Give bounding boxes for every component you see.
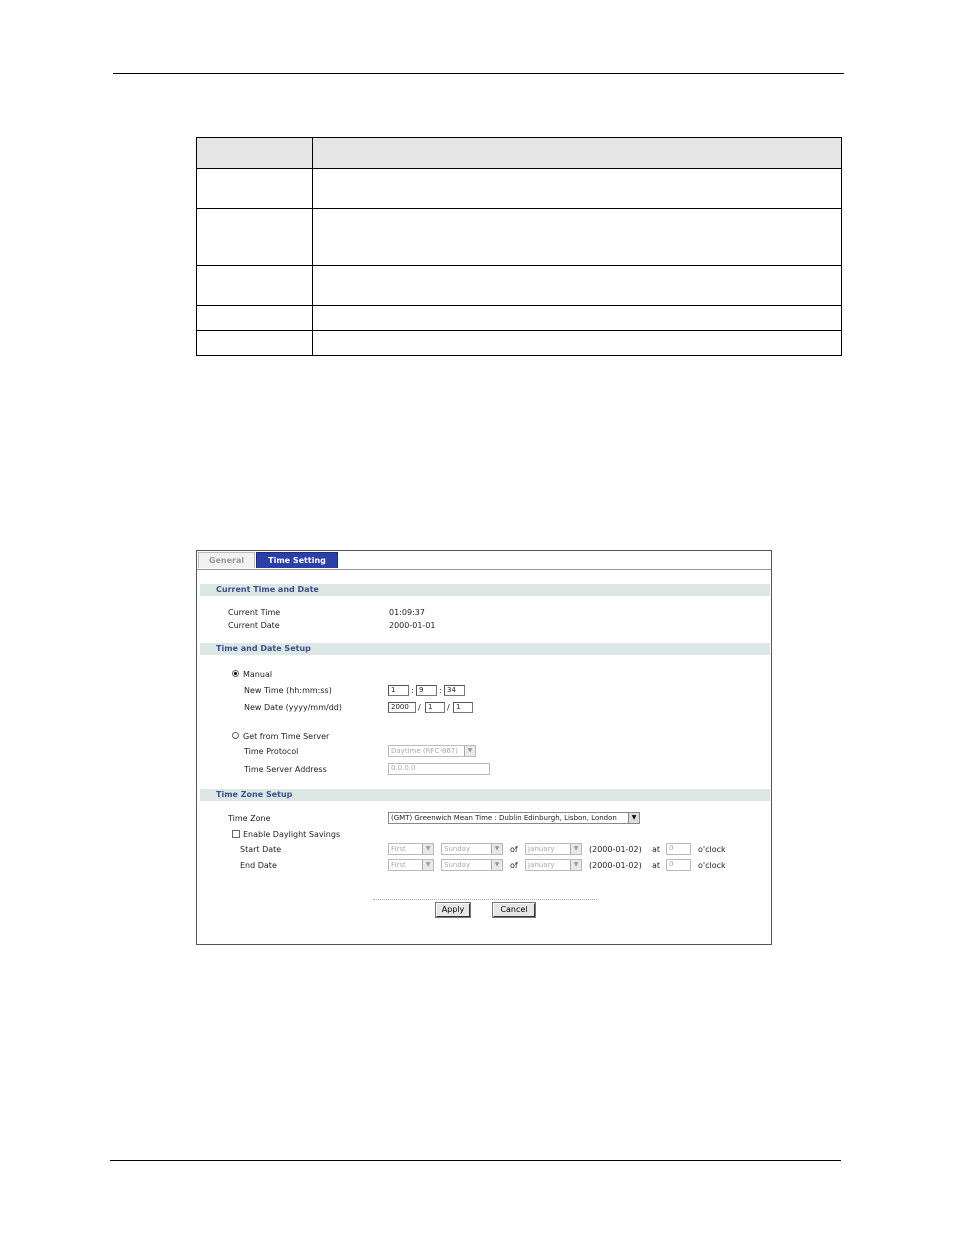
section-current-time: Current Time and Date [200, 584, 770, 596]
current-time-label: Current Time [228, 608, 281, 617]
start-weekday-value: Sunday [444, 845, 471, 853]
section-time-date-setup: Time and Date Setup [200, 643, 770, 655]
time-protocol-value: Daytime (RFC-867) [391, 747, 458, 755]
chevron-down-icon: ▼ [570, 844, 581, 854]
end-at-text: at [652, 861, 661, 870]
tab-general[interactable]: General [198, 552, 255, 568]
end-date-label: End Date [240, 861, 277, 870]
end-hour-input[interactable]: 0 [666, 859, 691, 871]
manual-label: Manual [243, 670, 273, 679]
start-week-select[interactable] [388, 843, 434, 855]
table-row [197, 209, 842, 266]
chevron-down-icon: ▼ [491, 844, 502, 854]
time-zone-label: Time Zone [228, 814, 271, 823]
chevron-down-icon: ▼ [491, 860, 502, 870]
time-protocol-select[interactable] [388, 745, 476, 757]
table-header-row [197, 138, 842, 169]
end-month-select[interactable] [525, 859, 582, 871]
header-rule [113, 73, 844, 74]
current-date-label: Current Date [228, 621, 280, 630]
time-server-radio[interactable] [232, 732, 239, 739]
start-date-label: Start Date [240, 845, 282, 854]
hour-input[interactable]: 1 [388, 685, 409, 696]
time-separator: : [439, 686, 442, 695]
end-oclock-text: o'clock [698, 861, 726, 870]
tab-bar [197, 551, 771, 570]
chevron-down-icon: ▼ [570, 860, 581, 870]
year-input[interactable]: 2000 [388, 702, 416, 713]
date-separator: / [447, 703, 450, 712]
start-month-value: January [528, 845, 555, 853]
start-weekday-select[interactable] [441, 843, 503, 855]
start-month-select[interactable] [525, 843, 582, 855]
end-of-text: of [510, 861, 518, 870]
table-row [197, 169, 842, 209]
end-weekday-value: Sunday [444, 861, 471, 869]
section-time-zone-setup: Time Zone Setup [200, 789, 770, 801]
time-server-label: Get from Time Server [243, 732, 330, 741]
table-row [197, 331, 842, 356]
chevron-down-icon: ▼ [422, 860, 433, 870]
table-row [197, 306, 842, 331]
month-input[interactable]: 1 [425, 702, 445, 713]
end-month-value: January [528, 861, 555, 869]
time-zone-select[interactable] [388, 812, 640, 824]
end-weekday-select[interactable] [441, 859, 503, 871]
chevron-down-icon: ▼ [464, 746, 475, 756]
table-row [197, 266, 842, 306]
daylight-savings-label: Enable Daylight Savings [243, 830, 341, 839]
tab-time-setting[interactable]: Time Setting [256, 552, 338, 568]
chevron-down-icon: ▼ [628, 813, 639, 823]
day-input[interactable]: 1 [453, 702, 473, 713]
new-time-label: New Time (hh:mm:ss) [244, 686, 332, 695]
daylight-savings-checkbox[interactable] [232, 830, 240, 838]
end-week-value: First [391, 861, 406, 869]
apply-button[interactable]: Apply [436, 903, 470, 917]
time-server-address-input[interactable]: 0.0.0.0 [388, 763, 490, 775]
button-divider [373, 899, 597, 900]
time-setting-screen [196, 550, 772, 945]
cancel-button[interactable]: Cancel [493, 903, 535, 917]
start-range-text: (2000-01-02) [589, 845, 642, 854]
start-week-value: First [391, 845, 406, 853]
time-zone-value: (GMT) Greenwich Mean Time : Dublin Edinburgh, Lisbon, London [391, 814, 617, 822]
time-server-address-label: Time Server Address [244, 765, 327, 774]
start-hour-input[interactable]: 0 [666, 843, 691, 855]
footer-rule [110, 1160, 841, 1161]
end-week-select[interactable] [388, 859, 434, 871]
minute-input[interactable]: 9 [416, 685, 437, 696]
end-range-text: (2000-01-02) [589, 861, 642, 870]
chevron-down-icon: ▼ [422, 844, 433, 854]
new-date-label: New Date (yyyy/mm/dd) [244, 703, 342, 712]
second-input[interactable]: 34 [444, 685, 465, 696]
date-separator: / [418, 703, 421, 712]
start-of-text: of [510, 845, 518, 854]
start-oclock-text: o'clock [698, 845, 726, 854]
time-protocol-label: Time Protocol [244, 747, 299, 756]
current-time-value: 01:09:37 [389, 608, 425, 617]
manual-radio[interactable] [232, 670, 239, 677]
start-at-text: at [652, 845, 661, 854]
current-date-value: 2000-01-01 [389, 621, 436, 630]
time-separator: : [411, 686, 414, 695]
description-table [196, 137, 842, 356]
